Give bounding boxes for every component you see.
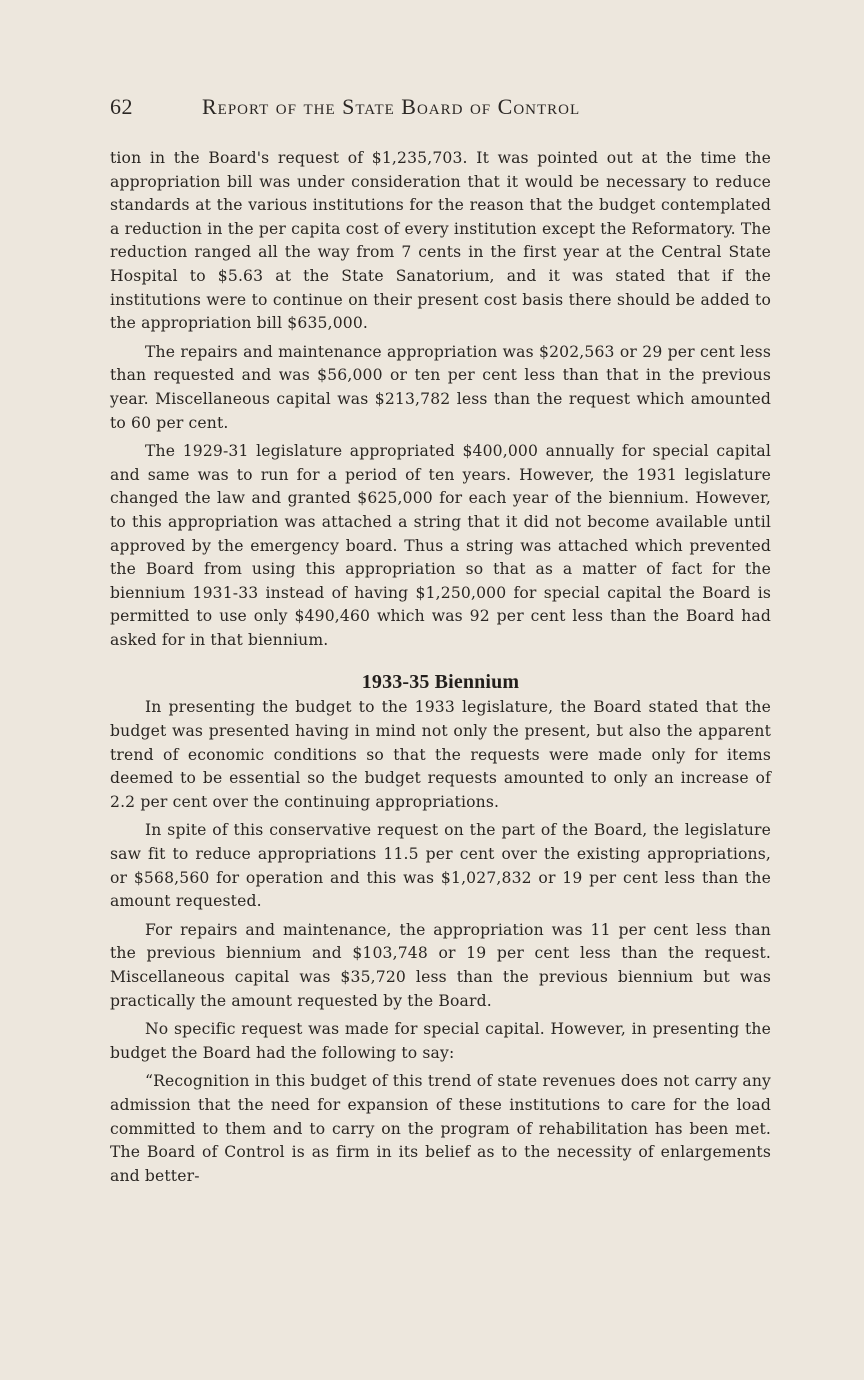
paragraph-2: The repairs and maintenance appropriation was $202,563 or 29 per cent less than requested and was $56,000 or ten per cent less than that in the previous year. Miscellaneous capital was $213,782 less than the request which amounted to 60 per cent. <box>110 342 771 432</box>
paragraph-8-quote: “Recognition in this budget of this trend of state revenues does not carry any admission that the need for expansion of these institutions to care for the load committed to them and to carry on the program of rehabilitation has been met. The Board of Control is as firm in its belief as to the necessity of enlargements and better- <box>110 1072 771 1185</box>
paragraph-4: In presenting the budget to the 1933 legislature, the Board stated that the budget was presented having in mind not only the present, but also the apparent trend of economic conditions so that the requests were made only for items deemed to be essential so the budget requests amounted to only an increase of 2.2 per cent over the continuing appropriations. <box>110 698 771 811</box>
running-head <box>110 94 760 128</box>
body-text <box>110 147 771 1193</box>
paragraph-5: In spite of this conservative request on the part of the Board, the legislature saw fit to reduce appropriations 11.5 per cent over the existing appropriations, or $568,560 for operation and this was $1,027,832 or 19 per cent less than the amount requested. <box>110 821 771 911</box>
paragraph-6: For repairs and maintenance, the appropriation was 11 per cent less than the previous biennium and $103,748 or 19 per cent less than the request. Miscellaneous capital was $35,720 less than the previous biennium but was practically the amount requested by the Board. <box>110 920 771 1010</box>
running-title: Report of the State Board of Control <box>202 94 581 119</box>
page-number: 62 <box>110 94 133 119</box>
paragraph-1: tion in the Board's request of $1,235,703. It was pointed out at the time the appropriation bill was under consideration that it would be necessary to reduce standards at the various institutions for the reason that the budget contemplated a reduction in the per capita cost of every institution except the Reformatory. The reduction ranged all the way from 7 cents in the first year at the Central State Hospital to $5.63 at the State Sanatorium, and it was stated that if the institutions were to continue on their present cost basis there should be added to the appropriation bill $635,000. <box>110 149 771 333</box>
section-heading: 1933-35 Biennium <box>361 671 520 694</box>
paragraph-3: The 1929-31 legislature appropriated $400,000 annually for special capital and same was to run for a period of ten years. However, the 1931 legislature changed the law and granted $625,000 for each year of the biennium. However, to this appropriation was attached a string that it did not become available until approved by the emergency board. Thus a string was attached which prevented the Board from using this appropriation so that as a matter of fact for the biennium 1931-33 instead of having $1,250,000 for special capital the Board is permitted to use only $490,460 which was 92 per cent less than the Board had asked for in that biennium. <box>110 442 771 649</box>
paragraph-7: No specific request was made for special capital. However, in presenting the budget the Board had the following to say: <box>110 1020 771 1062</box>
